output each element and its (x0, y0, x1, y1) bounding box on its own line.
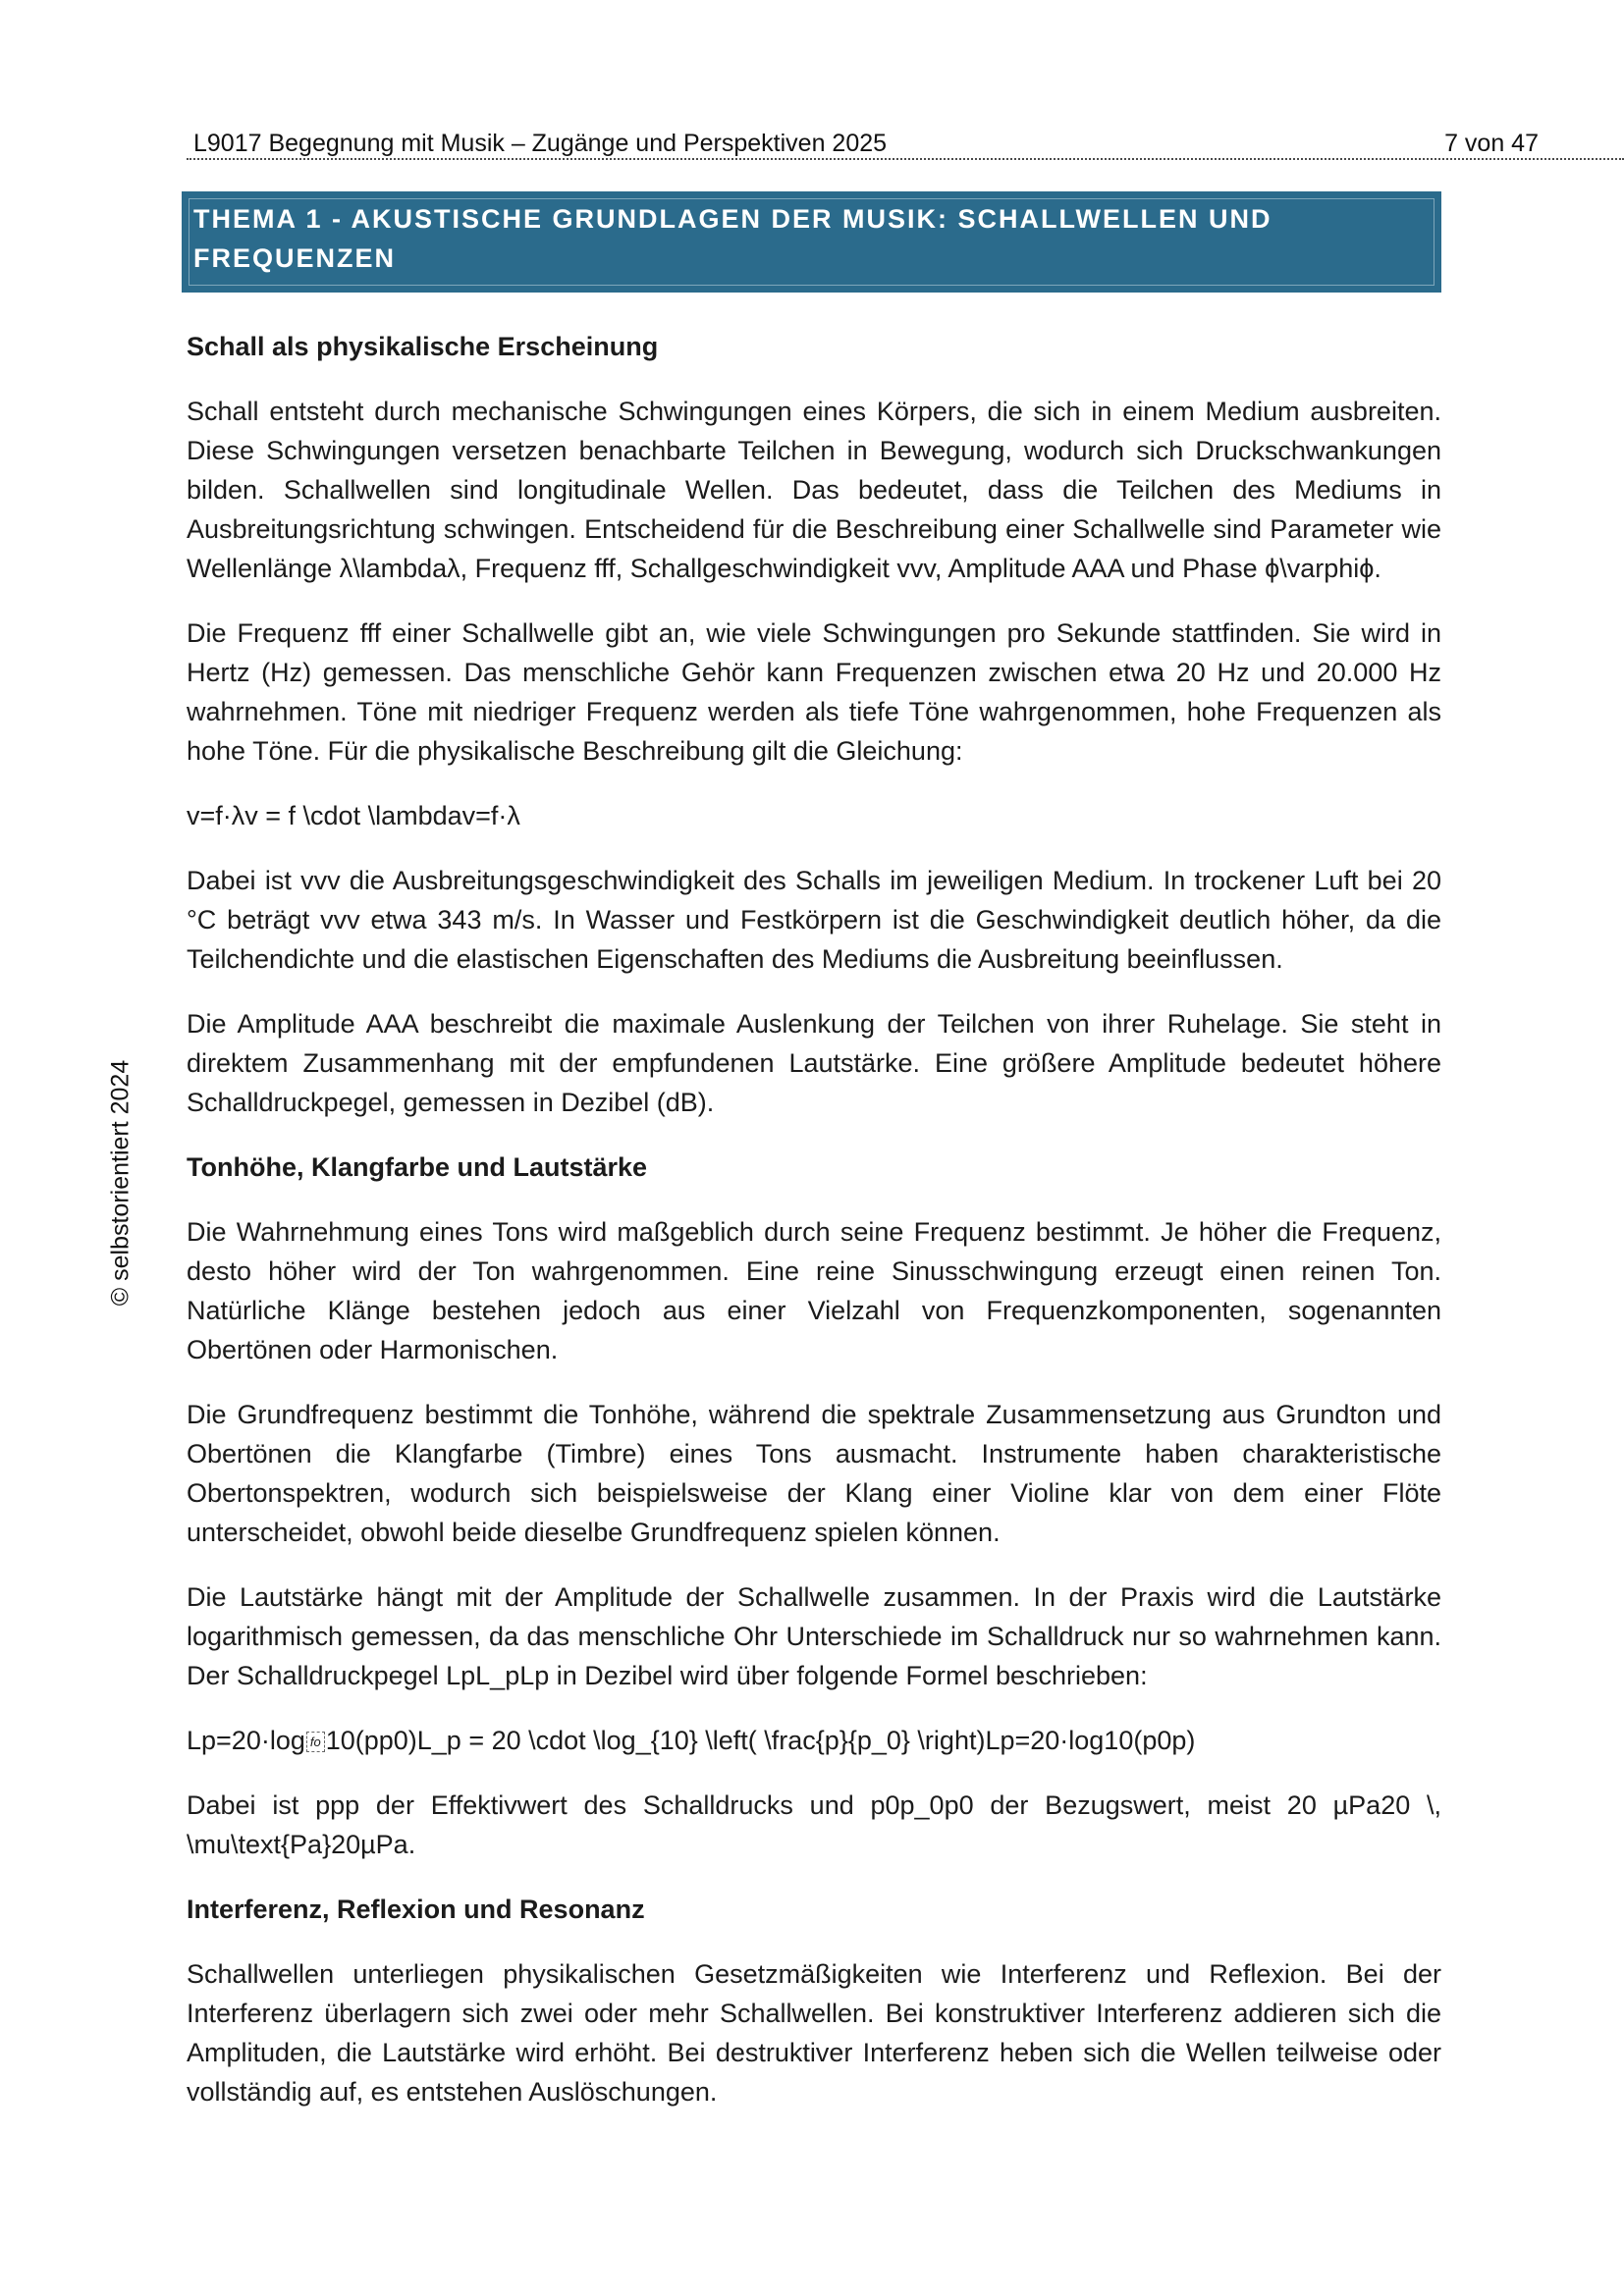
paragraph-grundfrequenz: Die Grundfrequenz bestimmt die Tonhöhe, während die spektrale Zusammensetzung aus Grundton und Obertönen die Klangfarbe (Timbre) eines Tons ausmacht. Instrumente haben charakteristische Obertonspektren, wodurch sich beispielsweise der Klang einer Violine klar von dem einer Flöte unterscheidet, obwohl beide dieselbe Grundfrequenz spielen können. (187, 1400, 1441, 1547)
paragraph-bezugswert: Dabei ist ppp der Effektivwert des Schalldrucks und p0p_0p0 der Bezugswert, meist 20 µPa20 \, \mu\text{Pa}20µPa. (187, 1790, 1441, 1859)
document-body (187, 327, 1441, 2111)
section-heading-tonhoehe: Tonhöhe, Klangfarbe und Lautstärke (187, 1152, 648, 1182)
paragraph-geschwindigkeit: Dabei ist vvv die Ausbreitungsgeschwindigkeit des Schalls im jeweiligen Medium. In trockener Luft bei 20 °C beträgt vvv etwa 343 m/s. In Wasser und Festkörpern ist die Geschwindigkeit deutlich höher, da die Teilchendichte und die elastischen Eigenschaften des Mediums die Ausbreitung beeinflussen. (187, 866, 1441, 974)
formula-wellengleichung: v=f·λv = f \cdot \lambdav=f·λ (187, 801, 520, 830)
page-header (193, 129, 1539, 158)
formula-schalldruckpegel (187, 1721, 1441, 1760)
paragraph-frequenz: Die Frequenz fff einer Schallwelle gibt an, wie viele Schwingungen pro Sekunde stattfinden. Sie wird in Hertz (Hz) gemessen. Das menschliche Gehör kann Frequenzen zwischen etwa 20 Hz und 20.000 Hz wahrnehmen. Töne mit niedriger Frequenz werden als tiefe Töne wahrgenommen, hohe Frequenzen als hohe Töne. Für die physikalische Beschreibung gilt die Gleichung: (187, 618, 1441, 766)
header-divider (187, 158, 1624, 160)
header-course-label: L9017 Begegnung mit Musik – Zugänge und Perspektiven 2025 (193, 130, 888, 157)
missing-glyph-box: fo (306, 1732, 325, 1752)
paragraph-amplitude: Die Amplitude AAA beschreibt die maximale Auslenkung der Teilchen von ihrer Ruhelage. Sie steht in direktem Zusammenhang mit der empfundenen Lautstärke. Eine größere Amplitude bedeutet höhere Schalldruckpegel, gemessen in Dezibel (dB). (187, 1009, 1441, 1117)
copyright-note: © selbstorientiert 2024 (106, 1059, 135, 1307)
header-page-number: 7 von 47 (1444, 130, 1539, 157)
paragraph-schall-1: Schall entsteht durch mechanische Schwingungen eines Körpers, die sich in einem Medium ausbreiten. Diese Schwingungen versetzen benachbarte Teilchen in Bewegung, wodurch sich Druckschwankungen bilden. Schallwellen sind longitudinale Wellen. Das bedeutet, dass die Teilchen des Mediums in Ausbreitungsrichtung schwingen. Entscheidend für die Beschreibung einer Schallwelle sind Parameter wie Wellenlänge λ\lambdaλ, Frequenz fff, Schallgeschwindigkeit vvv, Amplitude AAA und Phase ϕ\varphiϕ. (187, 397, 1441, 583)
paragraph-interferenz: Schallwellen unterliegen physikalischen Gesetzmäßigkeiten wie Interferenz und Reflexion. Bei der Interferenz überlagern sich zwei oder mehr Schallwellen. Bei konstruktiver Interferenz addieren sich die Amplituden, die Lautstärke wird erhöht. Bei destruktiver Interferenz heben sich die Wellen teilweise oder vollständig auf, es entstehen Auslöschungen. (187, 1959, 1441, 2107)
section-heading-interferenz: Interferenz, Reflexion und Resonanz (187, 1895, 645, 1924)
paragraph-wahrnehmung: Die Wahrnehmung eines Tons wird maßgeblich durch seine Frequenz bestimmt. Je höher die Frequenz, desto höher wird der Ton wahrgenommen. Eine reine Sinusschwingung erzeugt einen reinen Ton. Natürliche Klänge bestehen jedoch aus einer Vielzahl von Frequenzkomponenten, sogenannten Obertönen oder Harmonischen. (187, 1217, 1441, 1364)
topic-banner (182, 191, 1441, 293)
paragraph-lautstaerke: Die Lautstärke hängt mit der Amplitude der Schallwelle zusammen. In der Praxis wird die Lautstärke logarithmisch gemessen, da das menschliche Ohr Unterschiede im Schalldruck nur so wahrnehmen kann. Der Schalldruckpegel LpL_pLp in Dezibel wird über folgende Formel beschrieben: (187, 1582, 1441, 1690)
formula-schalldruckpegel-pre: Lp=20·log (187, 1726, 305, 1755)
section-heading-schall: Schall als physikalische Erscheinung (187, 332, 659, 361)
formula-schalldruckpegel-post: 10(pp0)L_p = 20 \cdot \log_{10} \left( \frac{p}{p_0} \right)Lp=20·log10(p0p) (325, 1726, 1196, 1755)
topic-title: THEMA 1 - AKUSTISCHE GRUNDLAGEN DER MUSIK: SCHALLWELLEN UND FREQUENZEN (193, 204, 1272, 273)
